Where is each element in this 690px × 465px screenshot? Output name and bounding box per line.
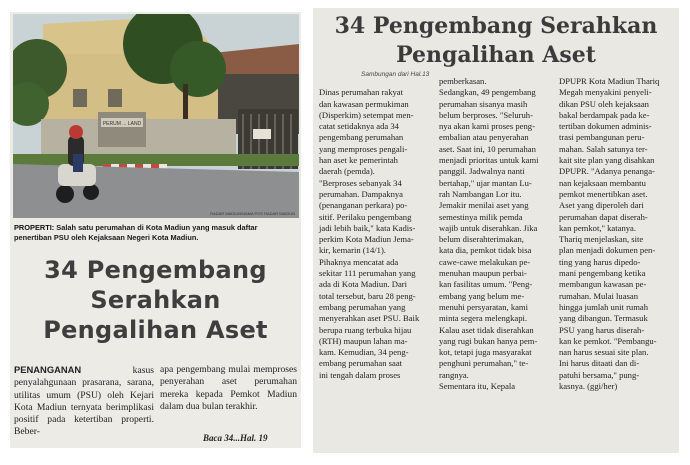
article-line: yang dibangun. Termasuk [559,313,648,324]
article-line [319,76,419,87]
continued-from-label: Sambungan dari Hal.13 [361,71,430,78]
article-line: perkim Kota Madiun Jema- [319,234,414,245]
article-line: ini tengah dalam proses [319,369,401,380]
article-line: patuhi bersama," pung- [559,369,640,380]
article-line: berupa ruang terbuka hijau [319,324,412,335]
article-line: perumahan sisanya masih [439,98,528,109]
article-line: menyerahkan aset PSU. Baik [319,313,420,324]
article-line: Sementara itu, Kepala [439,381,516,392]
photo-caption [14,223,297,243]
article-line: dan kawasan permukiman [319,98,409,109]
body-lead-word: PENANGANAN [14,364,82,375]
article-line: catat setidaknya ada 34 [319,121,399,132]
article-line: (Disperkim) setempat men- [319,109,414,120]
article-line: menjadi prioritas untuk kami [439,155,539,166]
article-line: rah Nambangan Lor itu. [439,188,522,199]
article-line: kait site plan yang disahkan [559,155,655,166]
article-line: trasi pembangunan peru- [559,132,645,143]
article-line: kan pemkot," katanya. [559,222,637,233]
article-line: perumahan. Dampaknya [319,188,403,199]
article-line: plan menjadi dokumen pen- [559,245,656,256]
article-line: menuhan maupun perbai- [439,268,527,279]
article-line: Jemakir menilai aset yang [439,200,529,211]
article-line: cawe-cawe melakukan pe- [439,256,531,267]
article-line: kasnya. (ggi/her) [559,381,618,392]
article-line: nan harus sesuai site plan. [559,347,649,358]
article-line: mahan. Salah satunya ter- [559,143,648,154]
article-line: minta segera melengkapi. [439,313,528,324]
article-line: penghuni perumahan," te- [439,358,529,369]
article-line: kot, tetapi juga masyarakat [439,347,532,358]
article-line: han aset ke pemerintah [319,155,398,166]
article-line: DPUPR. "Adanya penanga- [559,166,655,177]
article-line: (RTH) maupun lahan ma- [319,335,408,346]
news-photo [13,14,299,218]
article-line: kan fasilitas umum. "Peng- [439,279,533,290]
article-line: total tersebut, baru 28 peng- [319,290,416,301]
article-line: daerah (pemda). [319,166,375,177]
jump-reference: Baca 34...Hal. 19 [203,433,268,443]
article-line: jadi lebih baik," kata Kadis- [319,222,416,233]
article-line: ting yang harus dipedo- [559,256,641,267]
body-column-2-text: apa pengembang mulai memproses penyerahan aset perumahan mereka kepada Pemkot Madiun dalam dua bulan terakhir. [160,364,297,412]
photo-housing-entrance [13,14,299,218]
article-line: hingga jumlah unit rumah [559,301,649,312]
article-line: Thariq menjelaskan, site [559,234,644,245]
right-clipping [313,8,679,453]
article-line: pemkot menertibkan aset. [559,188,648,199]
article-line: belum berproses. "Seluruh- [439,109,533,120]
article-line: aset. Saat ini, 10 perumahan [439,143,536,154]
continuation-headline [313,12,679,70]
article-line: dikan PSU oleh kejaksaan [559,98,649,109]
caption-lead: PROPERTI: [14,223,55,232]
article-line: bertahap," ujar mantan Lu- [439,177,532,188]
body-column-1 [14,364,154,439]
article-line: kir, kemarin (14/1). [319,245,386,256]
article-line: yang rugi bukan hanya pem- [439,335,538,346]
article-line: kam. Kemudian, 34 peng- [319,347,409,358]
article-line: bakal berdampak pada ke- [559,109,650,120]
article-line: DPUPR Kota Madiun Thariq [559,76,660,86]
article-line: yang memproses pengali- [319,143,408,154]
article-line: belum diserahterimakan, [439,234,524,245]
photo-credit: RADAR MADIUN/NAMA POS RADAR MADIUN [210,211,295,216]
headline-line-3: Pengalihan Aset [43,316,268,344]
body-column-1-text: kasus penyalahgunaan prasarana, sarana, utilitas umum (PSU) oleh Kejari Kota Madiun ternyata berimplikasi positif pada ketertiban properti. Beber- [14,365,154,438]
article-line: Kalau aset tidak diserahkan [439,324,534,335]
article-line: rangnya. [439,369,469,380]
article-line: membangun kawasan pe- [559,279,647,290]
article-line: Ini harus ditaati dan di- [559,358,640,369]
article-line: nya akan kami proses peng- [439,121,535,132]
article-line: PSU yang harus diserah- [559,324,645,335]
article-line: kata dia, pemkot tidak bisa [439,245,532,256]
headline-line-1: 34 Pengembang [44,256,267,284]
article-line: embang perumahan saat [319,358,403,369]
article-line: Megah menyakini penyeli- [559,87,652,98]
left-clipping [10,12,301,448]
article-column-3 [559,76,659,392]
article-line: Dinas perumahan rakyat [319,87,403,98]
article-line: mani pengembang ketika [559,268,646,279]
article-line: embang yang belum me- [439,290,525,301]
continuation-headline-line-2: Pengalihan Aset [396,42,596,68]
headline-line-2: Serahkan [90,286,221,314]
article-line: Aset yang diperoleh dari [559,200,644,211]
article-line: Sedangkan, 49 pengembang [439,87,536,98]
article-line: semestinya milik pemda [439,211,523,222]
article-line: sitif. Perilaku pengembang [319,211,412,222]
article-line: Pihaknya mencatat ada [319,256,399,267]
article-line: ada di Kota Madiun. Dari [319,279,408,290]
caption-text: Salah satu perumahan di Kota Madiun yang masuk daftar penertiban PSU oleh Kejaksaan Negeri Kota Madiun. [14,223,258,242]
article-line: perumahan dapat diserah- [559,211,648,222]
article-line: "Berproses sebanyak 34 [319,177,402,188]
article-line: pemberkasan. [439,76,487,86]
article-line: nan kejaksaan membantu [559,177,646,188]
article-line: kan ke pemkot. "Pembangu- [559,335,657,346]
article-line: sekitar 111 perumahan yang [319,268,416,279]
article-line: (penanganan perkara) po- [319,200,408,211]
article-line: menuhi persyaratan, kami [439,301,529,312]
article-line: pengembang perumahan [319,132,404,143]
article-line: embalian atau penyerahan [439,132,529,143]
photo-sign-text: PERUM ... LAND [102,121,142,127]
article-line: panggil. Jadwalnya nanti [439,166,525,177]
body-column-2 [160,364,297,413]
article-line: tertiban dokumen adminis- [559,121,652,132]
article-line: wajib untuk diserahkan. Jika [439,222,538,233]
headline [10,255,301,345]
article-line: embang perumahan yang [319,301,406,312]
continuation-headline-line-1: 34 Pengembang Serahkan [334,13,658,39]
article-column-2 [439,76,539,392]
article-line: rumahan. Mulai luasan [559,290,638,301]
article-column-1 [319,76,419,381]
